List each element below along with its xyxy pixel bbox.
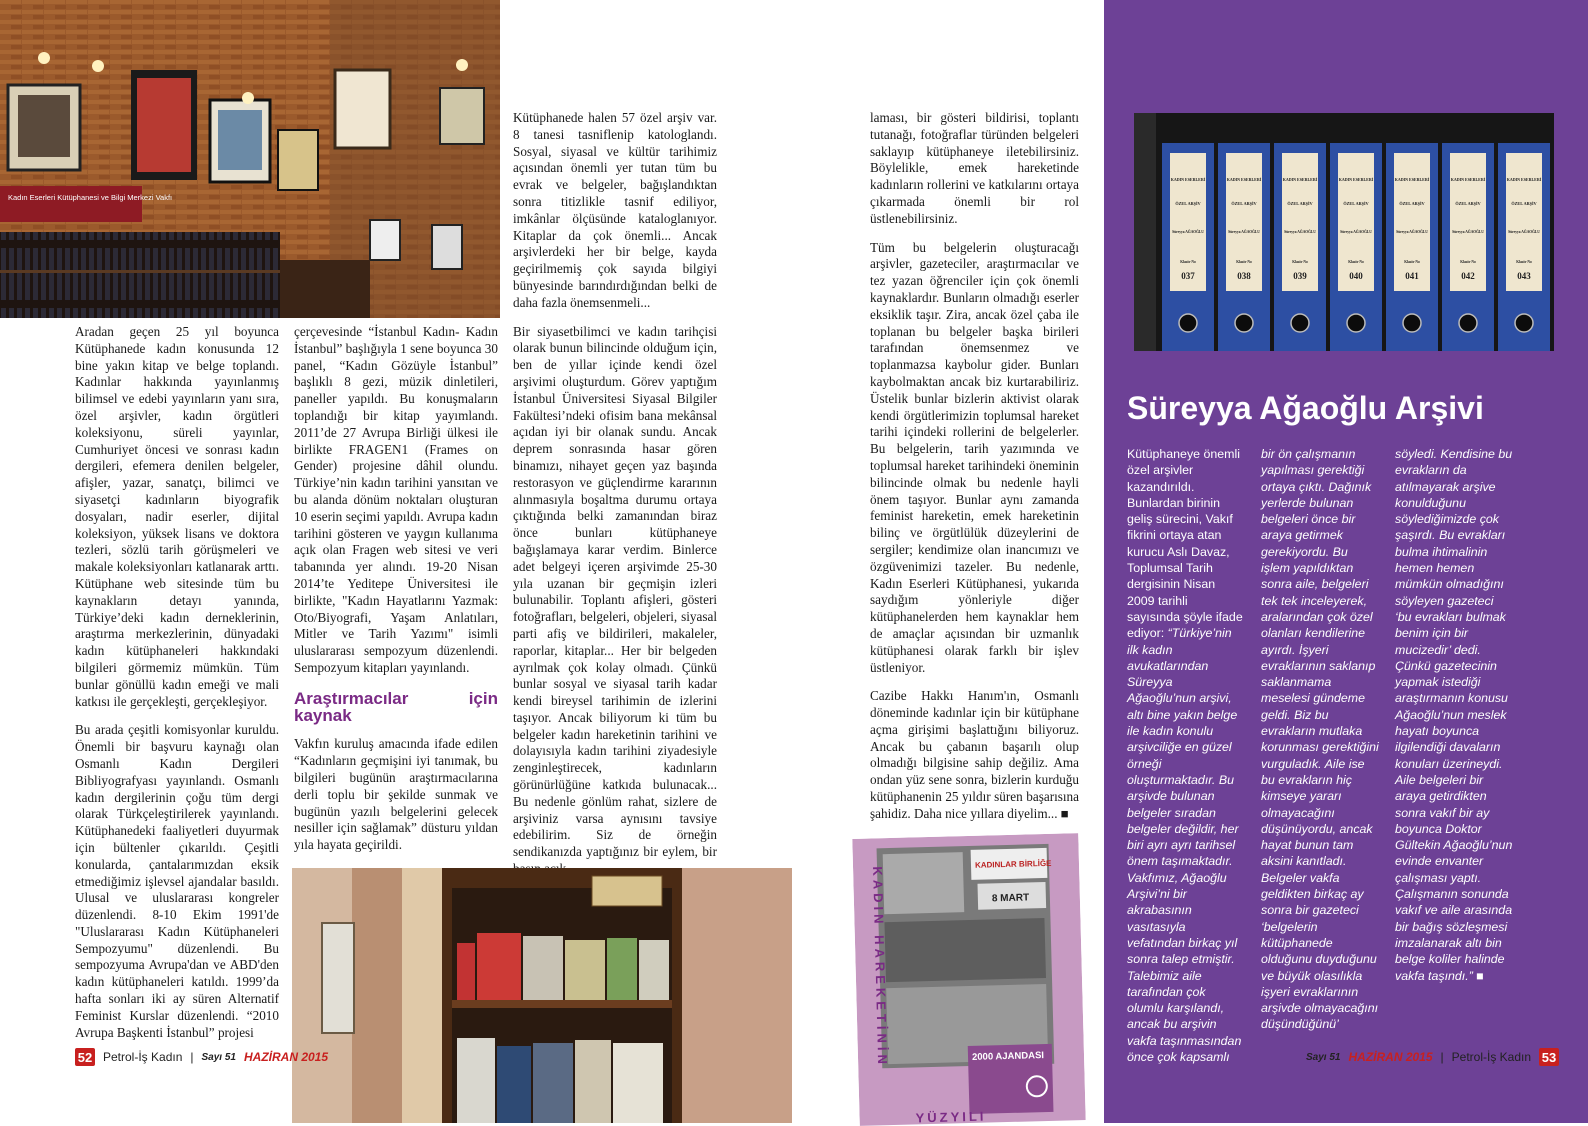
paragraph: Cazibe Hakkı Hanım'ın, Osmanlı döneminde kadınlar için bir kütüphane açma girişimi başlattığını biliyoruz. Ancak bu çabanın başarılı olup olmadığı bilgisine sahip değiliz. Ama ondan yüz sene sonra, bizlerin kurduğu kütüphanenin 25 yıldır süren başarısına şahidiz. Daha nice yıllara diyelim... ■: [870, 688, 1079, 821]
binder-label: Klasör No: [1348, 260, 1364, 264]
binder-label: Süreyya AĞAOĞLU: [1508, 230, 1540, 234]
binder-label: Süreyya AĞAOĞLU: [1172, 230, 1204, 234]
library-sign-text: Kadın Eserleri Kütüphanesi ve Bilgi Merkezi Vakfı: [8, 193, 173, 202]
binder-label: Süreyya AĞAOĞLU: [1396, 230, 1428, 234]
sidebar-quote-cont: bir ön çalışmanın yapılması gerektiği ortaya çıktı. Dağınık yerlerde bulunan belgeleri önce bir araya getirmek gerekiyordu. Bu işlem yapıldıktan sonra aile, belgeleri tek tek inceleyerek, aralarından çok özel olanları kendilerine ayırdı. İşyeri evraklarının saklanıp saklanmama meselesi gündeme geldi. Biz bu evrakların mutlaka korunması gerektiğini vurguladık. Aile ise bu evrakların hiç kimseye yararı olmayacağını düşünüyordu, ancak hayat bunun tam aksini kanıtladı. Belgeler vakfa geldikten birkaç ay sonra bir gazeteci ‘belgelerin kütüphanede olduğunu duyduğunu ve büyük olasılıkla işyeri evraklarının arşivde olmayacağını düşündüğünü’: [1261, 447, 1379, 1032]
book-cover-photo: [852, 833, 1085, 1126]
binder-label: ÖZEL ARŞİV: [1399, 201, 1425, 206]
sidebar-intro: Kütüphaneye önemli özel arşivler kazandırıldı. Bunlardan birinin geliş sürecini, Vakıf fikrini ortaya atan kurucu Aslı Davaz, Toplumsal Tarih dergisinin Nisan 2009 tarihli sayısında şöyle ifade ediyor:: [1127, 447, 1243, 641]
binder-label: KADIN ESERLERİ: [1282, 177, 1318, 182]
bookshelf-photo-drawing: [292, 868, 792, 1123]
article-column-4: [870, 110, 1079, 835]
binder-number: 041: [1405, 271, 1419, 281]
binder-label: Süreyya AĞAOĞLU: [1284, 230, 1316, 234]
archive-binder: [1386, 143, 1438, 351]
archive-binder: [1498, 143, 1550, 351]
binder-label: ÖZEL ARŞİV: [1343, 201, 1369, 206]
sidebar-column-1: [1127, 446, 1243, 1065]
binder-label: KADIN ESERLERİ: [1338, 177, 1374, 182]
book-cover-drawing: [852, 833, 1085, 1126]
paragraph: Vakfın kuruluş amacında ifade edilen “Kadınların geçmişini iyi tanımak, bu bilgileri bugünün araştırmacılarına derli toplu bir şekilde sunmak ve bugünün yazılı belgelerini gelecek nesiller için sağlamak” düsturu yıldan yıla hayata geçirildi.: [294, 736, 498, 853]
binder-label: Klasör No: [1236, 260, 1252, 264]
binder-label: KADIN ESERLERİ: [1506, 177, 1542, 182]
archive-binder: [1442, 143, 1494, 351]
binder-label: ÖZEL ARŞİV: [1455, 201, 1481, 206]
binder-label: ÖZEL ARŞİV: [1287, 201, 1313, 206]
book-march-text: 8 MART: [991, 892, 1030, 905]
sidebar-title: Süreyya Ağaoğlu Arşivi: [1127, 390, 1484, 426]
archive-binder: [1274, 143, 1326, 351]
issue-date: HAZİRAN 2015: [243, 1050, 329, 1064]
binder-number: 037: [1181, 271, 1195, 281]
sidebar-quote: “Türkiye’nin ilk kadın avukatlarından Süreyya Ağaoğlu’nun arşivi, altı bine yakın belge ile kadın konulu arşivciliğe en güzel örneği oluşturmaktadır. Bu arşivde bulunan belgeler sıradan belgeler değildir, her biri ayrı ayrı tarihsel önem taşımaktadır. Vakfımız, Ağaoğlu Arşivi’ni bir akrabasının vasıtasıyla vefatından birkaç yıl sonra talep etmiştir. Talebimiz aile tarafından çok olumlu karşılandı, ancak bu arşivin vakfa taşınmasından önce çok kapsamlı: [1127, 626, 1242, 1064]
book-banner-text: KADINLAR BİRLİĞE: [974, 858, 1052, 870]
paragraph: Kütüphanede halen 57 özel arşiv var. 8 tanesi tasniflenip katologlandı. Sosyal, siyasal ve kültür tarihimiz açısından önemli yer tutan tüm bu evrak ve belgeler, bağışlandıktan sonra titizlikle tasnif ediliyor, imkânlar ölçüsünde kataloglanıyor. Kitaplar da çok önemli... Ancak arşivlerdeki her bir belge, kayda geçirilmemiş çok sayıda bilgiyi bünyesinde barındırdığından belki de daha fazla önemsenmeli...: [513, 110, 717, 310]
magazine-name: Petrol-İş Kadın: [103, 1050, 183, 1064]
binders-drawing: [1134, 113, 1554, 351]
binder-label: Klasör No: [1404, 260, 1420, 264]
binder-number: 040: [1349, 271, 1363, 281]
issue-number: Sayı 51: [1306, 1051, 1341, 1063]
right-page-footer: Sayı 51 HAZİRAN 2015 | Petrol-İş Kadın 53: [1306, 1048, 1559, 1066]
binder-label: ÖZEL ARŞİV: [1231, 201, 1257, 206]
binder-number: 043: [1517, 271, 1531, 281]
book-bottom-text: YÜZYILI: [915, 1108, 987, 1126]
paragraph: Tüm bu belgelerin oluşturacağı arşivler, gazeteciler, araştırmacılar ve tez yazan öğrenciler için çok önemli kaynaklardır. Bunların olmadığı eserler eksiklik taşır. Zira, ancak özel çaba ile toplanan bu belgeler başka birileri tarafından önemsenmez ve toplanmazsa kaybolur gider. Bunları kaybolmaktan ancak biz kurtarabiliriz. Üstelik bunlar bizlerin aktivist olarak kendi örgütlerimizin toplumsal hareket tarihi içindeki rollerini de belgelerler. Bu belgelerin, tarih yazımında ve toplumsal hareket tarihindeki öneminin bilincinde olmak bu nedenle hayli önem taşıyor. Bunlar aynı zamanda feminist hareketin, emek hareketinin bilinç ve örgütlülük düzeylerini de sergiler; kendimize olan inancımızı ve özgüvenimizi tazeler. Bu nedenle, Kadın Eserleri Kütüphanesi, yukarıda saydığım yönleriyle diğer kütüphanelerden hem kaynaklar hem de amaçlar açısından bir uzmanlık kütüphanesi olarak farklı bir işlev üstleniyor.: [870, 239, 1079, 675]
page-number: 52: [75, 1048, 95, 1066]
binder-label: KADIN ESERLERİ: [1394, 177, 1430, 182]
binder-label: KADIN ESERLERİ: [1226, 177, 1262, 182]
book-ajanda-text: 2000 AJANDASI: [971, 1050, 1045, 1063]
binder-label: KADIN ESERLERİ: [1170, 177, 1206, 182]
section-subheading: Araştırmacılar için kaynak: [294, 688, 498, 725]
issue-number: Sayı 51: [201, 1051, 236, 1063]
article-column-2: [294, 324, 498, 866]
magazine-name: Petrol-İş Kadın: [1451, 1050, 1532, 1064]
binder-label: ÖZEL ARŞİV: [1511, 201, 1537, 206]
archive-binder: [1218, 143, 1270, 351]
binder-label: ÖZEL ARŞİV: [1175, 201, 1201, 206]
left-page-footer: 52 Petrol-İş Kadın | Sayı 51 HAZİRAN 2015: [75, 1048, 328, 1066]
article-column-1: [75, 324, 279, 1053]
page-number: 53: [1539, 1048, 1559, 1066]
binder-label: Süreyya AĞAOĞLU: [1228, 230, 1260, 234]
binder-label: Klasör No: [1516, 260, 1532, 264]
book-spine-title: KADIN HAREKETİNİN: [870, 866, 891, 1069]
issue-date: HAZİRAN 2015: [1348, 1050, 1433, 1064]
binder-label: Klasör No: [1180, 260, 1196, 264]
paragraph: Bir siyasetbilimci ve kadın tarihçisi olarak bunun bilincinde olduğum için, ben de yıllar içinde kendi özel arşivimi oluşturdum. Görev yaptığım İstanbul Üniversitesi Siyasal Bilgiler Fakültesi’ndeki ofisim bana mekânsal açıdan iyi bir olanak sundu. Ancak deprem sonrasında hasar gören binamızı, nihayet geçen yaz başında restorasyon ve güçlendirme kararının alınmasıyla boşaltma durumu ortaya çıktığında belki zamanından biraz önce bunları kütüphaneye bağışlamaya karar verdim. Binlerce adet belgeyi içeren arşivimde 25-30 yıla uzanan bir geçmişin izleri bulunabilir. Toplantı afişleri, gösteri fotoğrafları, belgeleri, objeleri, siyasal parti afiş ve bildirileri, makaleler, raporlar, kitaplar... Her bir belgeden ayrılmak çok kolay olmadı. Çünkü bunlar sosyal ve siyasal tarih kadar kendi bireysel tarihimin de izlerini taşıyor. Ancak biliyorum ki tüm bu belgeler kadın hareketinin tarihini ve dolayısıyla kadın tarihini ziyadesiyle zenginleştirecek, kadınların görünürlüğüne katkıda bulunacak... Bu nedenle gönlüm rahat, sizlere de arşiviniz varsa aynısını tavsiye edebilirim. Siz de örneğin sendikanızda yaptığınız bir eylem, bir: [513, 323, 717, 860]
bookshelf-photo: [292, 868, 792, 1123]
binder-label: Klasör No: [1460, 260, 1476, 264]
binder-label: Klasör No: [1292, 260, 1308, 264]
library-photo-drawing: [0, 0, 500, 318]
binder-number: 039: [1293, 271, 1307, 281]
paragraph: Bu arada çeşitli komisyonlar kuruldu. Önemli bir başvuru kaynağı olan Osmanlı Kadın Dergileri Bibliyografyası yayınlandı. Osmanlı kadın dergilerinin çoğu tüm dergi olarak Türkçeleştirilerek yayınlandı. Kütüphanedeki faaliyetleri duyurmak için bültenler çıkarıldı. Çeşitli konularda, çantalarımızdan eksik etmediğimiz işlevsel ajandalar basıldı. Ulusal ve uluslararası kongreler düzenlendi. 8-10 Ekim 1991'de "Uluslararası Kadın Kütüphaneleri Sempozyumu" düzenlendi. Bu sempozyuma Avrupa'dan ve ABD'den kadın kütüphaneleri katıldı. 1999’da hafta sonları iki ay süren Alternatif Feminist Kurslar düzenlendi. “2010 Avrupa Başkenti İstanbul” projesi: [75, 722, 279, 1040]
binder-number: 038: [1237, 271, 1251, 281]
archive-binders-photo: [1134, 113, 1554, 351]
paragraph: laması, bir gösteri bildirisi, toplantı tutanağı, fotoğraflar türünden belgeleri saklayıp kütüphaneye iletebilirsiniz. Böylelikle, emek hareketinde kadınların rollerini ve katkılarını ortaya çıkarmada önemli bir rol üstlenebilirsiniz.: [870, 110, 1079, 226]
binder-label: Süreyya AĞAOĞLU: [1340, 230, 1372, 234]
archive-binder: [1330, 143, 1382, 351]
archive-binder: [1162, 143, 1214, 351]
paragraph: Aradan geçen 25 yıl boyunca Kütüphanede kadın konusunda 12 bine yakın kitap ve belge toplandı. Kadınlar hakkında yayınlanmış bilimsel ve edebi yayınların yanı sıra, özel arşivler, kadın örgütleri koleksiyonu, süreli yayınlar, Cumhuriyet öncesi ve sonrası kadın dergileri, efemera denilen belgeler, afişler, yazar, sanatçı, bilimci ve siyasetçi kadınların biyografik dosyaları, nadir eserler, dijital koleksiyon, yüksek lisans ve doktora tezleri, sözlü tarih görüşmeleri ve makale koleksiyonları katlanarak arttı. Kütüphane web sitesinde tüm bu kaynakların detayı yanında, Türkiye’deki kadın derneklerinin, araştırma merkezlerinin, dünyadaki kadın kütüphaneleri hakkındaki bilgileri görmemiz mümkün. Tüm bunlar gönüllü kadın emeği ve mali katkısı ile gerçekleşti, gerçekleşiyor.: [75, 324, 279, 709]
sidebar-quote-end: söyledi. Kendisine bu evrakların da atılmayarak arşive konulduğunu söylediğimizde çok şaşırdı. Bu evrakları bulma ihtimalinin hemen hemen mümkün olmadığını söyleyen gazeteci ‘bu evrakları bulmak benim için bir mucizedir’ dedi. Çünkü gazetecinin yapmak istediği araştırmanın konusu Ağaoğlu’nun meslek hayatı boyunca ilgilendiği davaların konuları üzerineydi. Aile belgeleri bir araya getirdikten sonra vakıf bir ay boyunca Doktor Gültekin Ağaoğlu’nun evinde envanter çalışması yaptı. Çalışmanın sonunda vakıf ve aile arasında bir bağış sözleşmesi imzalanarak altı bin belge koliler halinde vakfa taşındı.” ■: [1395, 447, 1513, 983]
paragraph: çerçevesinde “İstanbul Kadın- Kadın İstanbul” başlığıyla 1 sene boyunca 30 panel, “Kadın Gözüyle İstanbul” başlıklı 8 gezi, müzik dinletileri, paneller yapıldı. Bu konuşmaların toplandığı bir kitap yayımlandı. 2011’de 27 Avrupa Birliği ülkesi ile birlikte FRAGEN1 (Frames on Gender) projesine dâhil olundu. Türkiye’nin kadın tarihini yansıtan ve bu alanda dönüm noktaları oluşturan 10 eserin seçimi yapıldı. Avrupa kadın tarihini gösteren ve yaygın kullanıma açık olan Fragen web sitesi ve veri tabanında yer alındı. 19-20 Nisan 2014’te Yeditepe Üniversitesi ile birlikte, "Kadın Hayatlarını Yazmak: Oto/Biyografi, Yaşam Anlatıları, Mitler ve Tarih Yazımı" isimli uluslararası sempozyum düzenlendi. Sempozyum kitapları yayınlandı.: [294, 324, 498, 675]
sidebar-column-3: [1395, 446, 1513, 984]
binder-label: KADIN ESERLERİ: [1450, 177, 1486, 182]
library-interior-photo: [0, 0, 500, 318]
binder-number: 042: [1461, 271, 1475, 281]
article-column-3: [513, 110, 717, 890]
sidebar-column-2: [1261, 446, 1379, 1033]
binder-label: Süreyya AĞAOĞLU: [1452, 230, 1484, 234]
